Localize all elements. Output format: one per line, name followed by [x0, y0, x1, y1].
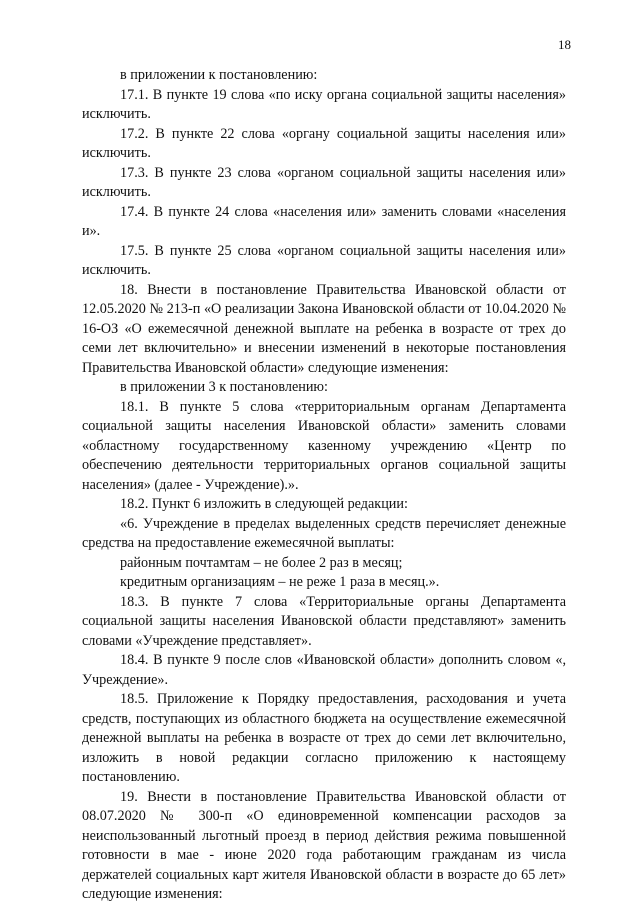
paragraph-18-2: 18.2. Пункт 6 изложить в следующей редакции:: [120, 496, 408, 512]
paragraph-18-intro: в приложении 3 к постановлению:: [120, 379, 328, 395]
paragraph-19: 19. Внести в постановление Правительства Ивановской области от 08.07.2020 № 300-п «О единовременной компенсации расходов за неиспользованный льготный проезд в период действия режима повышенной готовности в мае - июне 2020 года работающим гражданам из числа держателей социальных карт жителя Ивановской области в возрасте до 65 лет» следующие изменения:: [82, 788, 566, 902]
paragraph-18-5: 18.5. Приложение к Порядку предоставления, расходования и учета средств, поступающих из областного бюджета на осуществление ежемесячной денежной выплаты на ребенка в возрасте от трех до семи лет включительно, изложить в новой редакции согласно приложению к настоящему постановлению.: [82, 691, 566, 785]
paragraph-17-4: 17.4. В пункте 24 слова «населения или» заменить словами «населения и».: [82, 203, 566, 239]
paragraph-17-3: 17.3. В пункте 23 слова «органом социальной защиты населения или» исключить.: [82, 164, 566, 200]
paragraph-18-2-credit: кредитным организациям – не реже 1 раза в месяц.».: [120, 574, 440, 590]
paragraph-18: 18. Внести в постановление Правительства Ивановской области от 12.05.2020 № 213-п «О реализации Закона Ивановской области от 10.04.2020 № 16-ОЗ «О ежемесячной денежной выплате на ребенка в возрасте от трех до семи лет включительно» и внесении изменений в некоторые постановления Правительства Ивановской области» следующие изменения:: [82, 281, 566, 376]
paragraph-intro: в приложении к постановлению:: [120, 67, 318, 83]
paragraph-18-2-quote: «6. Учреждение в пределах выделенных средств перечисляет денежные средства на предоставление ежемесячной выплаты:: [82, 515, 566, 551]
paragraph-18-3: 18.3. В пункте 7 слова «Территориальные органы Департамента социальной защиты населения Ивановской области представляют» заменить словами «Учреждение представляет».: [82, 593, 566, 649]
paragraph-17-5: 17.5. В пункте 25 слова «органом социальной защиты населения или» исключить.: [82, 242, 566, 278]
document-body: [82, 66, 566, 905]
paragraph-18-1: 18.1. В пункте 5 слова «территориальным органам Департамента социальной защиты населения Ивановской области» заменить словами «областному государственному казенному учреждению «Центр по обеспечению деятельности территориальных органов социальной защиты населения» (далее - Учреждение).».: [82, 398, 566, 493]
page-number: 18: [558, 37, 571, 52]
paragraph-18-2-post: районным почтамтам – не более 2 раз в месяц;: [120, 554, 403, 571]
paragraph-17-1: 17.1. В пункте 19 слова «по иску органа социальной защиты населения» исключить.: [82, 86, 566, 122]
paragraph-17-2: 17.2. В пункте 22 слова «органу социальной защиты населения или» исключить.: [82, 125, 566, 161]
paragraph-18-4: 18.4. В пункте 9 после слов «Ивановской области» дополнить словом «, Учреждение».: [82, 652, 566, 688]
